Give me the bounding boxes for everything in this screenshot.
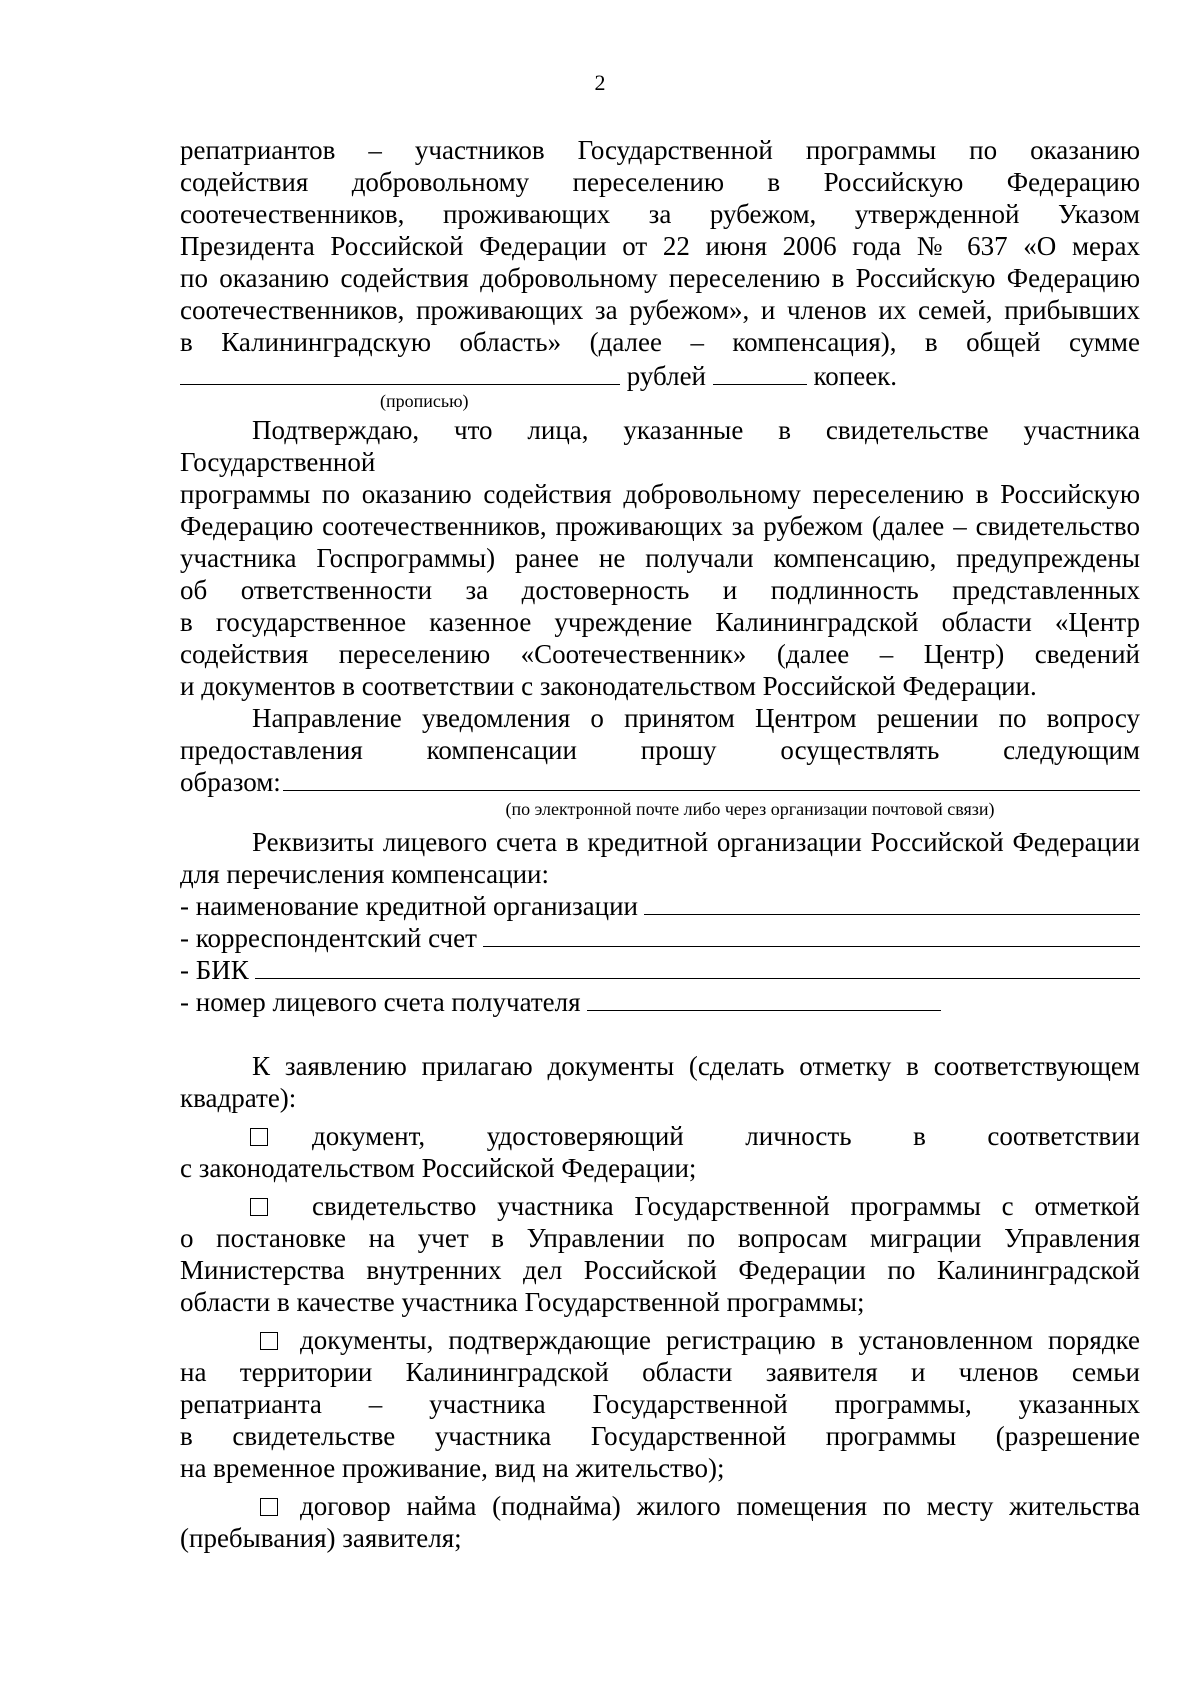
- checkbox[interactable]: [250, 1128, 268, 1146]
- text-line: в свидетельстве участника Государственной программы (разрешение: [180, 1421, 1140, 1451]
- bik-label: - БИК: [180, 955, 249, 985]
- page-number: 2: [594, 70, 606, 95]
- text-line: содействия переселению «Соотечественник» (далее – Центр) сведений: [180, 639, 1140, 669]
- kopecks-field[interactable]: [713, 358, 807, 385]
- checkbox[interactable]: [260, 1498, 278, 1516]
- text-line: участника Госпрограммы) ранее не получали компенсацию, предупреждены: [180, 543, 1140, 573]
- account-number-field[interactable]: [587, 986, 941, 1011]
- notification-method-field[interactable]: [283, 766, 1140, 791]
- bank-name-row: [180, 890, 1140, 922]
- attachment-item-lease: договор найма (поднайма) жилого помещения по месту жительства: [180, 1490, 1140, 1522]
- text-line: Реквизиты лицевого счета в кредитной организации Российской Федерации: [252, 827, 1140, 857]
- bik-row: [180, 954, 1140, 986]
- text-line: об ответственности за достоверность и подлинность представленных: [180, 575, 1140, 605]
- text-line: на временное проживание, вид на жительство);: [180, 1453, 725, 1483]
- bik-field[interactable]: [255, 954, 1140, 979]
- text-line: в Калининградскую область» (далее – компенсация), в общей сумме: [180, 327, 1140, 357]
- kopecks-label: копеек.: [813, 361, 898, 391]
- rubles-label: рублей: [626, 361, 707, 391]
- document-body: [180, 134, 1140, 1554]
- notification-method-label: образом:: [180, 767, 281, 797]
- account-number-row: [180, 986, 1140, 1018]
- attachment-item-registration: документы, подтверждающие регистрацию в установленном порядке: [180, 1324, 1140, 1356]
- text-line: соотечественников, проживающих за рубежом, утвержденной Указом: [180, 199, 1140, 229]
- text-line: предоставления компенсации прошу осуществлять следующим: [180, 735, 1140, 765]
- attachment-item-identity: документ, удостоверяющий личность в соответствии: [180, 1120, 1140, 1152]
- checkbox[interactable]: [250, 1198, 268, 1216]
- bank-name-label: - наименование кредитной организации: [180, 891, 638, 921]
- text-line: области в качестве участника Государственной программы;: [180, 1287, 865, 1317]
- text-line: программы по оказанию содействия добровольному переселению в Российскую: [180, 479, 1140, 509]
- text-line: квадрате):: [180, 1083, 297, 1113]
- text-line: Подтверждаю, что лица, указанные в свидетельстве участника Государственной: [180, 415, 1140, 477]
- corr-account-row: [180, 922, 1140, 954]
- account-number-label: - номер лицевого счета получателя: [180, 987, 581, 1017]
- text-line: репатриантов – участников Государственной программы по оказанию: [180, 135, 1140, 165]
- amount-line: [180, 358, 1140, 392]
- text-line: по оказанию содействия добровольному переселению в Российскую Федерацию: [180, 263, 1140, 293]
- text-line: в государственное казенное учреждение Калининградской области «Центр: [180, 607, 1140, 637]
- text-line: Федерацию соотечественников, проживающих за рубежом (далее – свидетельство: [180, 511, 1140, 541]
- amount-words-field[interactable]: [180, 358, 620, 385]
- checkbox[interactable]: [260, 1332, 278, 1350]
- bank-name-field[interactable]: [644, 890, 1140, 915]
- text-line: соотечественников, проживающих за рубежом», и членов их семей, прибывших: [180, 295, 1140, 325]
- text-line: с законодательством Российской Федерации;: [180, 1153, 697, 1183]
- text-line: о постановке на учет в Управлении по вопросам миграции Управления: [180, 1223, 1140, 1253]
- text-line: К заявлению прилагаю документы (сделать отметку в соответствующем: [252, 1051, 1140, 1081]
- notification-method-row: [180, 766, 1140, 798]
- corr-account-field[interactable]: [483, 922, 1140, 947]
- text-line: содействия добровольному переселению в Российскую Федерацию: [180, 167, 1140, 197]
- spacer: [180, 1018, 1140, 1050]
- text-line: (пребывания) заявителя;: [180, 1523, 462, 1553]
- text-line: для перечисления компенсации:: [180, 859, 550, 889]
- text-line: Президента Российской Федерации от 22 июня 2006 года № 637 «О мерах: [180, 231, 1140, 261]
- text-line: репатрианта – участника Государственной программы, указанных: [180, 1389, 1140, 1419]
- text-line: и документов в соответствии с законодательством Российской Федерации.: [180, 671, 1037, 701]
- text-line: на территории Калининградской области заявителя и членов семьи: [180, 1357, 1140, 1387]
- text-line: Министерства внутренних дел Российской Федерации по Калининградской: [180, 1255, 1140, 1285]
- hint-propisyu: (прописью): [380, 391, 469, 411]
- hint-notification: (по электронной почте либо через организации почтовой связи): [505, 799, 995, 819]
- corr-account-label: - корреспондентский счет: [180, 923, 477, 953]
- text-line: Направление уведомления о принятом Центром решении по вопросу: [252, 703, 1140, 733]
- attachment-item-certificate: свидетельство участника Государственной программы с отметкой: [180, 1190, 1140, 1222]
